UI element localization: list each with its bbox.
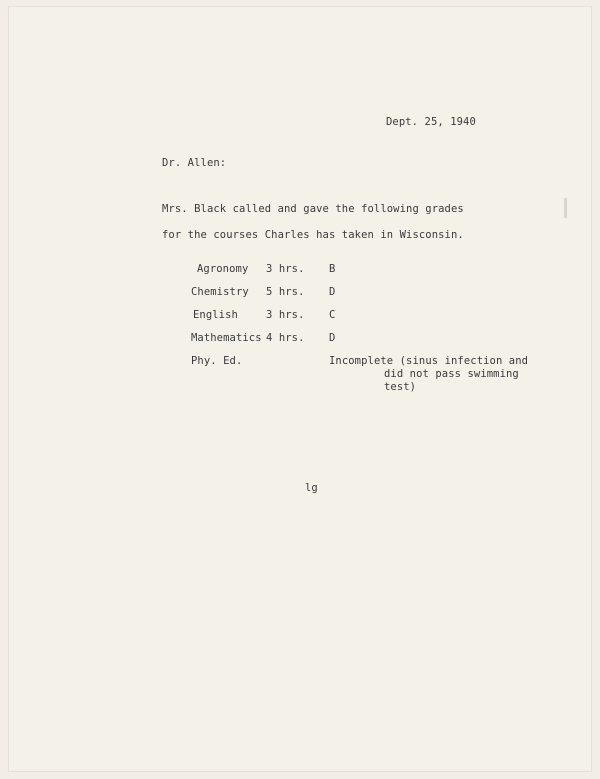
memo-paragraph-line-1: Mrs. Black called and gave the following grades bbox=[162, 203, 464, 215]
paper-sheet bbox=[8, 6, 592, 772]
memo-date: Dept. 25, 1940 bbox=[386, 116, 476, 128]
grade-row-hours: 3 hrs. bbox=[266, 263, 305, 275]
grade-row-course: Mathematics bbox=[191, 332, 262, 344]
grade-row-grade: B bbox=[329, 263, 336, 275]
grade-row-hours: 3 hrs. bbox=[266, 309, 305, 321]
memo-salutation: Dr. Allen: bbox=[162, 157, 227, 169]
grade-row-course: Agronomy bbox=[197, 263, 249, 275]
grade-row-course: Chemistry bbox=[191, 286, 249, 298]
grade-row-course: Phy. Ed. bbox=[191, 355, 243, 367]
grade-row-grade: Incomplete (sinus infection and bbox=[329, 355, 529, 367]
typist-initials: lg bbox=[305, 482, 318, 494]
grade-row-course: English bbox=[193, 309, 238, 321]
grade-row-grade: C bbox=[329, 309, 336, 321]
memo-paragraph-line-2: for the courses Charles has taken in Wisconsin. bbox=[162, 229, 464, 241]
grade-row-hours: 4 hrs. bbox=[266, 332, 305, 344]
grade-row-grade: D bbox=[329, 332, 336, 344]
grade-note-line-3: test) bbox=[384, 381, 417, 393]
grade-row-grade: D bbox=[329, 286, 336, 298]
grade-row-hours: 5 hrs. bbox=[266, 286, 305, 298]
paper-edge-mark bbox=[564, 198, 567, 218]
grade-note-line-2: did not pass swimming bbox=[384, 368, 519, 380]
